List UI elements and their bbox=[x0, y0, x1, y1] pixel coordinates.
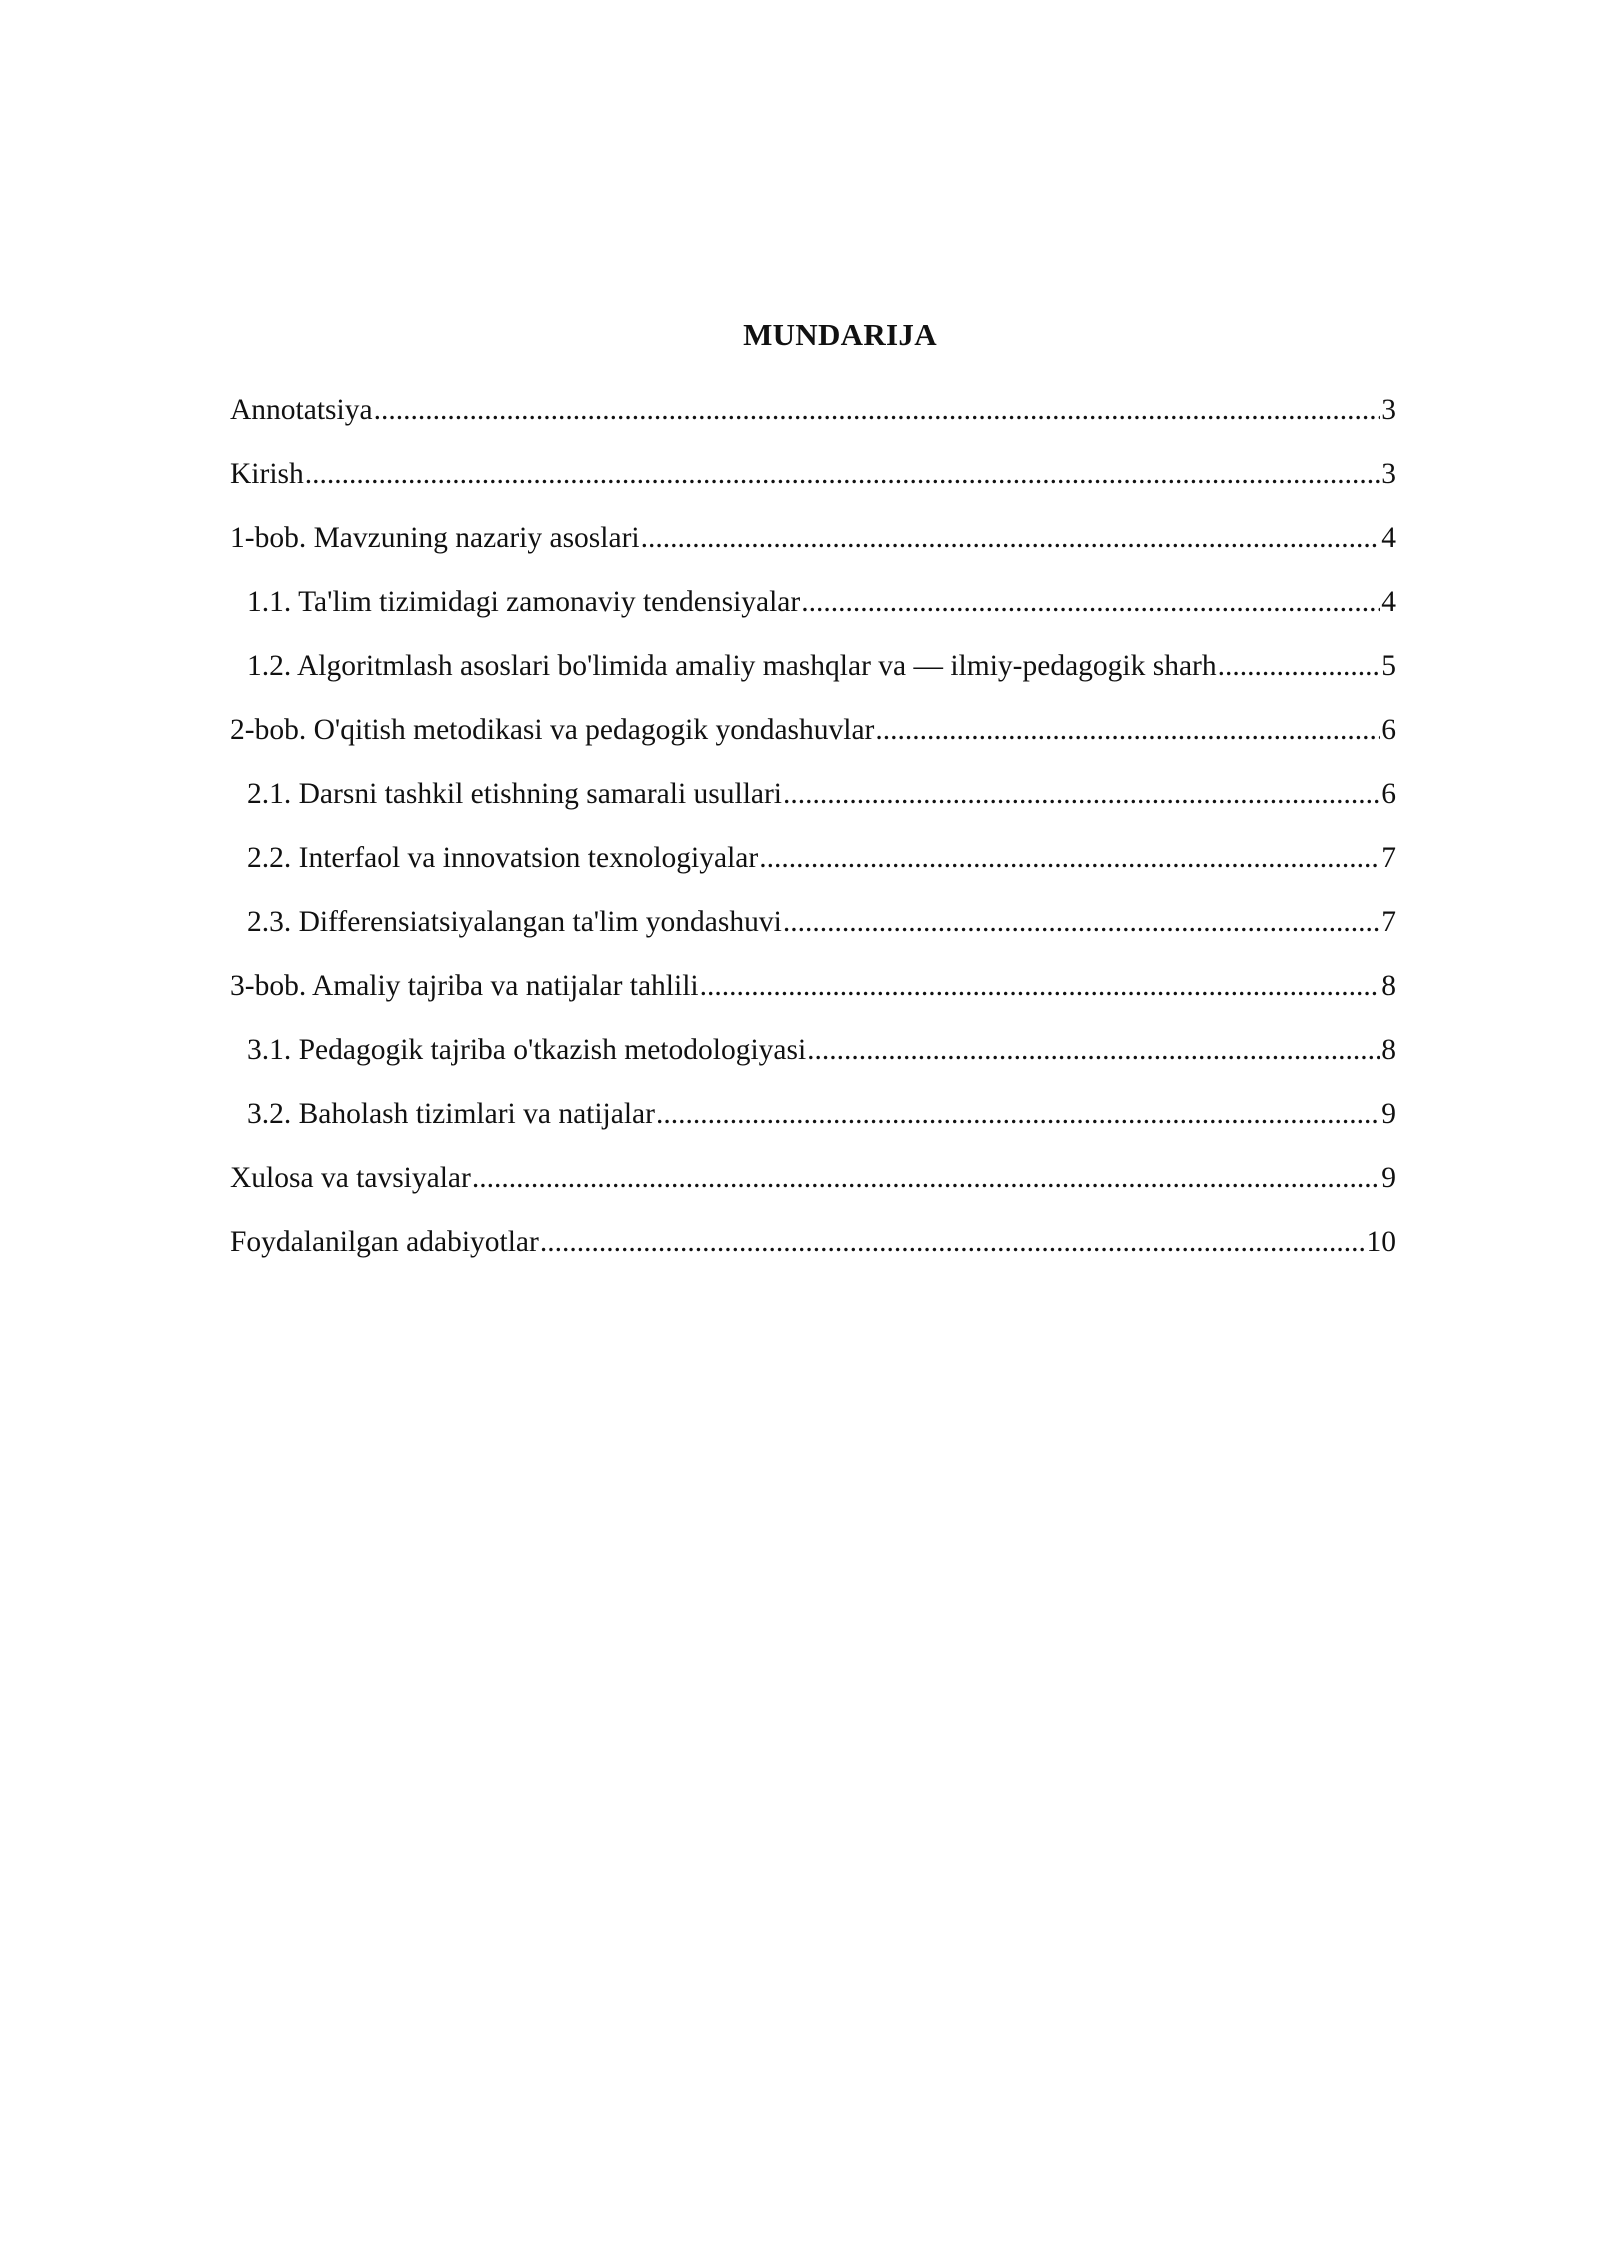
toc-entry[interactable] bbox=[230, 386, 1396, 450]
toc-entry[interactable] bbox=[230, 1218, 1396, 1282]
toc-entry-title: Annotatsiya bbox=[230, 394, 373, 426]
toc-entry-page: 3 bbox=[1381, 458, 1396, 490]
toc-entry[interactable] bbox=[230, 1154, 1396, 1218]
toc-subentry[interactable] bbox=[230, 1090, 1396, 1154]
toc-entry-title: Kirish bbox=[230, 458, 304, 490]
toc-dot-leader bbox=[875, 706, 1380, 754]
toc-entry-page: 4 bbox=[1381, 586, 1396, 618]
toc-subentry[interactable] bbox=[230, 642, 1396, 706]
toc-entry-page: 5 bbox=[1381, 650, 1396, 682]
toc-dot-leader bbox=[641, 514, 1381, 562]
toc-entry-page: 4 bbox=[1381, 522, 1396, 554]
toc-entry-page: 7 bbox=[1381, 906, 1396, 938]
toc-dot-leader bbox=[783, 898, 1380, 946]
toc-entry-title: 3-bob. Amaliy tajriba va natijalar tahlili bbox=[230, 970, 699, 1002]
toc-entry-title: Foydalanilgan adabiyotlar bbox=[230, 1226, 539, 1258]
toc-entry[interactable] bbox=[230, 450, 1396, 514]
toc-dot-leader bbox=[783, 770, 1380, 818]
toc-entry-page: 3 bbox=[1381, 394, 1396, 426]
toc-dot-leader bbox=[759, 834, 1380, 882]
toc-entry-title: 1.2. Algoritmlash asoslari bo'limida amaliy mashqlar va — ilmiy-pedagogik sharh bbox=[247, 650, 1217, 682]
toc-entry-page: 9 bbox=[1381, 1162, 1396, 1194]
toc-dot-leader bbox=[807, 1026, 1380, 1074]
toc-entry[interactable] bbox=[230, 962, 1396, 1026]
toc-entry[interactable] bbox=[230, 514, 1396, 578]
toc-entry[interactable] bbox=[230, 706, 1396, 770]
toc-dot-leader bbox=[472, 1154, 1380, 1202]
toc-dot-leader bbox=[540, 1218, 1366, 1266]
toc-entry-page: 9 bbox=[1381, 1098, 1396, 1130]
toc-entry-title: Xulosa va tavsiyalar bbox=[230, 1162, 471, 1194]
toc-title: MUNDARIJA bbox=[743, 317, 937, 352]
toc-entry-title: 1.1. Ta'lim tizimidagi zamonaviy tendensiyalar bbox=[247, 586, 801, 618]
table-of-contents bbox=[230, 386, 1396, 1282]
toc-subentry[interactable] bbox=[230, 898, 1396, 962]
toc-entry-page: 6 bbox=[1381, 778, 1396, 810]
toc-dot-leader bbox=[801, 578, 1380, 626]
toc-entry-title: 3.2. Baholash tizimlari va natijalar bbox=[247, 1098, 655, 1130]
toc-entry-title: 2.1. Darsni tashkil etishning samarali usullari bbox=[247, 778, 783, 810]
toc-entry-title: 2.2. Interfaol va innovatsion texnologiyalar bbox=[247, 842, 759, 874]
toc-entry-page: 8 bbox=[1381, 970, 1396, 1002]
toc-subentry[interactable] bbox=[230, 834, 1396, 898]
toc-dot-leader bbox=[656, 1090, 1380, 1138]
toc-entry-page: 6 bbox=[1381, 714, 1396, 746]
toc-entry-page: 7 bbox=[1381, 842, 1396, 874]
toc-dot-leader bbox=[374, 386, 1381, 434]
toc-entry-page: 10 bbox=[1366, 1226, 1396, 1258]
toc-entry-title: 2-bob. O'qitish metodikasi va pedagogik yondashuvlar bbox=[230, 714, 875, 746]
toc-entry-title: 2.3. Differensiatsiyalangan ta'lim yondashuvi bbox=[247, 906, 782, 938]
toc-subentry[interactable] bbox=[230, 1026, 1396, 1090]
toc-entry-title: 3.1. Pedagogik tajriba o'tkazish metodologiyasi bbox=[247, 1034, 807, 1066]
toc-dot-leader bbox=[700, 962, 1381, 1010]
toc-subentry[interactable] bbox=[230, 770, 1396, 834]
toc-entry-page: 8 bbox=[1381, 1034, 1396, 1066]
toc-dot-leader bbox=[1218, 642, 1381, 690]
toc-dot-leader bbox=[305, 450, 1381, 498]
toc-subentry[interactable] bbox=[230, 578, 1396, 642]
toc-entry-title: 1-bob. Mavzuning nazariy asoslari bbox=[230, 522, 640, 554]
